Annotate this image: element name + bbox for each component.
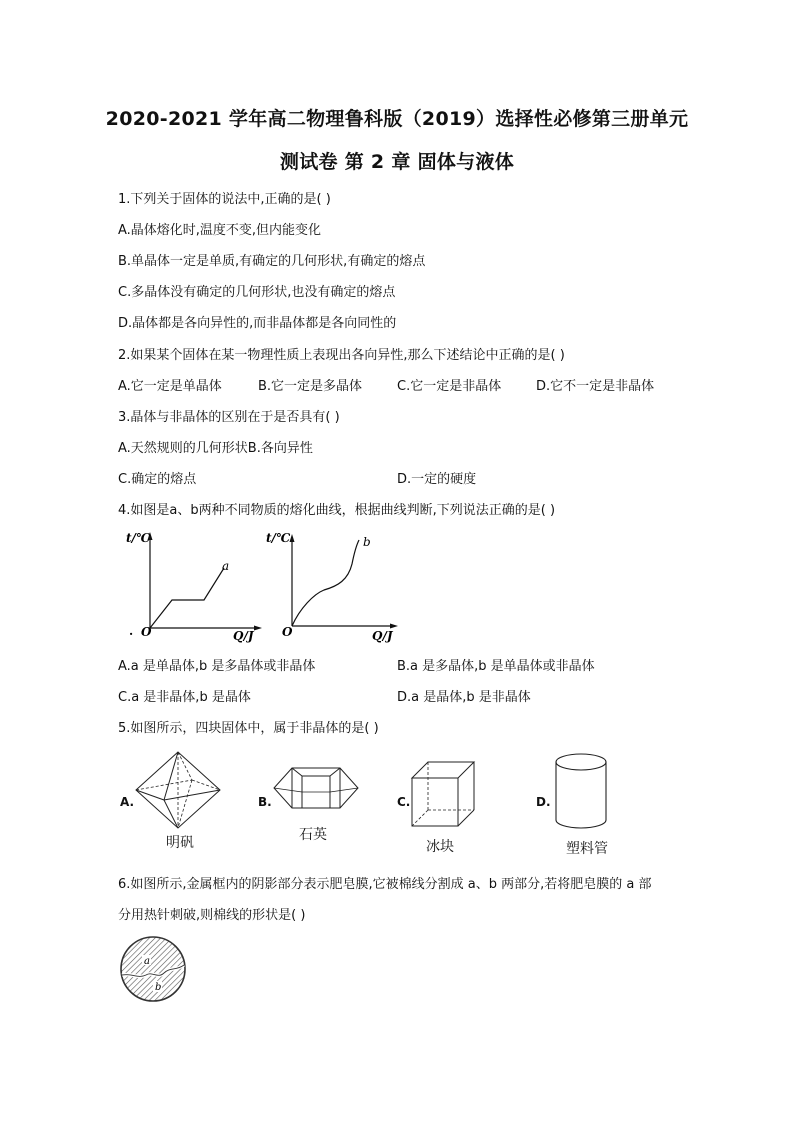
question-3-option-c: C.确定的熔点 bbox=[118, 472, 197, 487]
question-1-option-d: D.晶体都是各向异性的,而非晶体都是各向同性的 bbox=[118, 316, 397, 331]
plastic-tube-figure bbox=[553, 752, 609, 832]
ice-cube-figure bbox=[410, 760, 476, 830]
question-2-option-a: A.它一定是单晶体 bbox=[118, 379, 222, 394]
quartz-crystal-figure bbox=[272, 762, 360, 814]
question-3-option-d: D.一定的硬度 bbox=[397, 472, 477, 487]
melting-curve-graph-b bbox=[262, 528, 412, 648]
alum-octahedron-figure bbox=[134, 750, 222, 830]
question-3-stem: 3.晶体与非晶体的区别在于是否具有( ) bbox=[118, 410, 340, 425]
question-1-stem: 1.下列关于固体的说法中,正确的是( ) bbox=[118, 192, 331, 207]
graph-a-origin: O bbox=[141, 625, 152, 639]
graph-b-curve-label: b bbox=[363, 535, 371, 549]
caption-alum: 明矾 bbox=[166, 835, 194, 851]
document-title-line-2: 测试卷 第 2 章 固体与液体 bbox=[279, 151, 515, 173]
question-2-option-c: C.它一定是非晶体 bbox=[397, 379, 502, 394]
caption-quartz: 石英 bbox=[299, 827, 327, 843]
graph-a-curve-label: a bbox=[222, 559, 230, 573]
figure-label-a: A. bbox=[120, 795, 135, 809]
question-2-stem: 2.如果某个固体在某一物理性质上表现出各向异性,那么下述结论中正确的是( ) bbox=[118, 348, 565, 363]
soap-film-frame-figure bbox=[118, 935, 190, 1003]
question-1-option-b: B.单晶体一定是单质,有确定的几何形状,有确定的熔点 bbox=[118, 254, 426, 269]
graph-b-origin: O bbox=[282, 625, 293, 639]
figure-label-d: D. bbox=[536, 795, 551, 809]
graph-b-x-label: Q/J bbox=[372, 629, 393, 643]
question-5-stem: 5.如图所示，四块固体中，属于非晶体的是( ) bbox=[118, 721, 379, 736]
question-4-option-d: D.a 是晶体,b 是非晶体 bbox=[397, 690, 531, 705]
question-3-option-ab: A.天然规则的几何形状B.各向异性 bbox=[118, 441, 313, 456]
graph-a-dot: . bbox=[129, 624, 134, 638]
question-6-stem-line-1: 6.如图所示,金属框内的阴影部分表示肥皂膜,它被棉线分割成 a、b 两部分,若将肥皂膜的 a 部 bbox=[118, 877, 652, 892]
graph-b-y-label: t/℃ bbox=[266, 531, 291, 545]
document-title-line-1: 2020-2021 学年高二物理鲁科版（2019）选择性必修第三册单元 bbox=[105, 108, 689, 130]
question-6-stem-line-2: 分用热针刺破,则棉线的形状是( ) bbox=[118, 908, 306, 923]
film-label-a: a bbox=[144, 956, 150, 967]
figure-label-c: C. bbox=[397, 795, 411, 809]
question-1-option-a: A.晶体熔化时,温度不变,但内能变化 bbox=[118, 223, 322, 238]
figure-label-b: B. bbox=[258, 795, 272, 809]
question-2-option-d: D.它不一定是非晶体 bbox=[536, 379, 655, 394]
question-2-option-b: B.它一定是多晶体 bbox=[258, 379, 363, 394]
film-label-b: b bbox=[155, 982, 162, 993]
melting-curve-graph-a bbox=[120, 528, 270, 648]
caption-plastic-tube: 塑料管 bbox=[566, 841, 608, 857]
question-4-option-a: A.a 是单晶体,b 是多晶体或非晶体 bbox=[118, 659, 316, 674]
question-4-stem: 4.如图是a、b两种不同物质的熔化曲线，根据曲线判断,下列说法正确的是( ) bbox=[118, 503, 556, 518]
graph-a-x-label: Q/J bbox=[233, 629, 254, 643]
question-4-option-b: B.a 是多晶体,b 是单晶体或非晶体 bbox=[397, 659, 595, 674]
question-4-option-c: C.a 是非晶体,b 是晶体 bbox=[118, 690, 251, 705]
caption-ice: 冰块 bbox=[426, 839, 454, 855]
question-1-option-c: C.多晶体没有确定的几何形状,也没有确定的熔点 bbox=[118, 285, 396, 300]
graph-a-y-label: t/℃ bbox=[126, 531, 151, 545]
